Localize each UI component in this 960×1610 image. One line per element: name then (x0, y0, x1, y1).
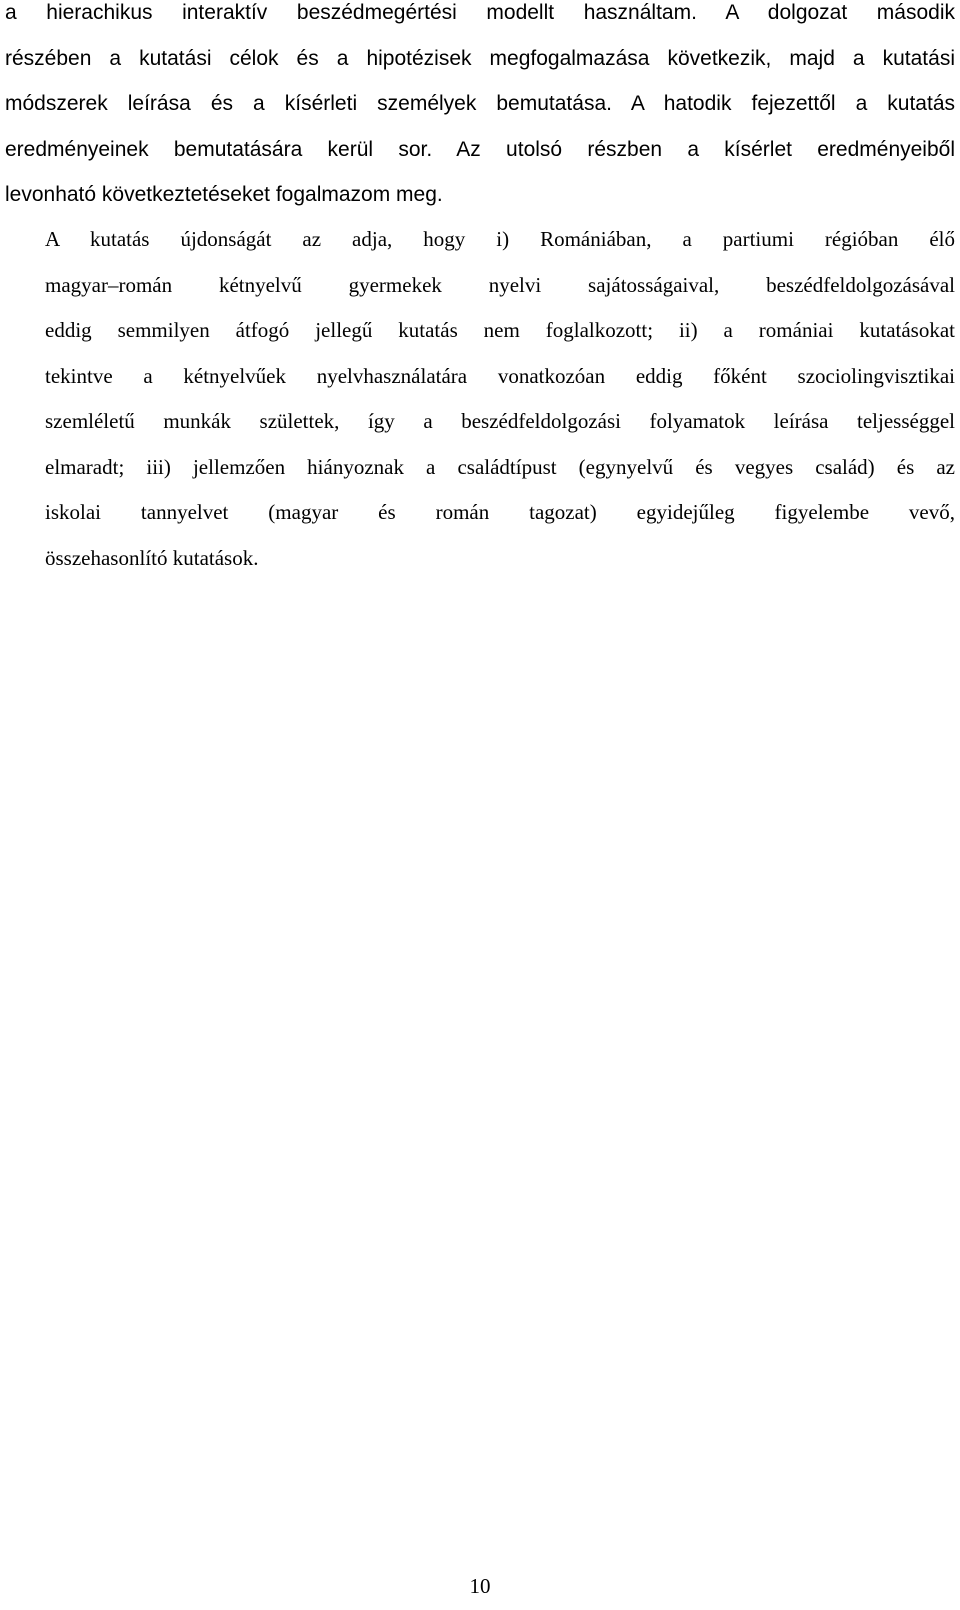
text-line: levonható következtetéseket fogalmazom meg. (5, 183, 443, 206)
text-line: eddig semmilyen átfogó jellegű kutatás nem foglalkozott; ii) a romániai kutatásokat (45, 318, 955, 342)
text-line: a hierachikus interaktív beszédmegértési modellt használtam. A dolgozat második (5, 1, 955, 24)
paragraph-research-novelty (5, 217, 955, 581)
text-line: magyar–román kétnyelvű gyermekek nyelvi sajátosságaival, beszédfeldolgozásával (45, 272, 955, 297)
text-line: szemléletű munkák születtek, így a beszédfeldolgozási folyamatok leírása teljességgel (45, 409, 955, 433)
text-line: iskolai tannyelvet (magyar és román tagozat) egyidejűleg figyelembe vevő, (45, 500, 955, 524)
text-line: eredményeinek bemutatására kerül sor. Az utolsó részben a kísérlet eredményeiből (5, 137, 955, 161)
text-line: tekintve a kétnyelvűek nyelvhasználatára vonatkozóan eddig főként szociolingvisztikai (45, 363, 955, 388)
text-line: A kutatás újdonságát az adja, hogy i) Romániában, a partiumi régióban élő (45, 227, 955, 251)
text-line: módszerek leírása és a kísérleti személyek bemutatása. A hatodik fejezettől a kutatás (5, 92, 955, 115)
text-line: részében a kutatási célok és a hipotézisek megfogalmazása következik, majd a kutatási (5, 46, 955, 70)
page-number: 10 (469, 1574, 491, 1598)
paragraph-chapter-overview (5, 0, 955, 218)
text-line: elmaradt; iii) jellemzően hiányoznak a családtípust (egynyelvű és vegyes család) és az (45, 454, 955, 479)
text-line: összehasonlító kutatások. (45, 545, 259, 570)
